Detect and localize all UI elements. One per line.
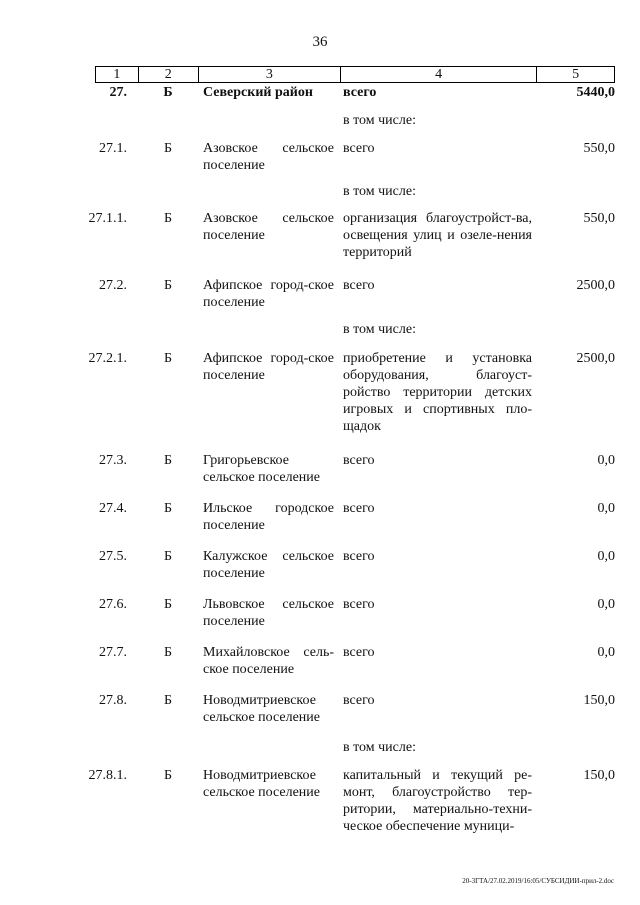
row-category: Б [163,597,173,612]
row-description: всего [343,85,377,100]
row-description: всего [343,453,375,468]
file-footer: 20-3ГТА/27.02.2019/16:05/СУБСИДИИ-прил-2.doc [462,877,614,885]
row-name: Азовское сельское поселение [203,211,334,243]
row-number: 27.1. [99,141,127,156]
row-category: Б [163,278,173,293]
row-name: Львовское сельское поселение [203,597,334,629]
row-name: Калужское сельское поселение [203,549,334,581]
row-amount: 0,0 [597,453,615,468]
row-amount: 550,0 [583,141,615,156]
row-description: всего [343,645,375,660]
row-number: 27.2. [99,278,127,293]
row-name: Азовское сельское поселение [203,141,334,173]
row-name: Григорьевское сельское поселение [203,453,320,485]
row-amount: 0,0 [597,645,615,660]
row-number: 27.2.1. [88,351,127,366]
header-col-2: 2 [139,67,199,82]
row-description: организация благоустройст-ва, освещения улиц и озеле-нения территорий [343,211,532,260]
row-category: Б [163,141,173,156]
row-category: Б [163,351,173,366]
row-category: Б [163,549,173,564]
table-header [95,66,615,83]
row-description: в том числе: [343,184,416,199]
row-amount: 0,0 [597,549,615,564]
row-description: всего [343,501,375,516]
row-amount: 2500,0 [576,351,615,366]
row-description: в том числе: [343,322,416,337]
row-number: 27.6. [99,597,127,612]
row-description: всего [343,597,375,612]
row-category: Б [163,85,173,100]
row-category: Б [163,693,173,708]
row-category: Б [163,453,173,468]
row-amount: 0,0 [597,597,615,612]
row-name: Новодмитриевское сельское поселение [203,693,320,725]
row-name: Афипское город-ское поселение [203,351,334,383]
header-col-1: 1 [96,67,139,82]
row-name: Северский район [203,85,313,100]
row-category: Б [163,768,173,783]
row-number: 27. [109,85,127,100]
row-category: Б [163,211,173,226]
row-number: 27.5. [99,549,127,564]
header-col-5: 5 [572,67,580,82]
row-name: Ильское городское поселение [203,501,334,533]
row-name: Михайловское сель-ское поселение [203,645,334,677]
row-number: 27.7. [99,645,127,660]
row-category: Б [163,645,173,660]
row-amount: 150,0 [583,693,615,708]
row-number: 27.4. [99,501,127,516]
row-description: в том числе: [343,113,416,128]
row-description: всего [343,693,375,708]
header-col-4: 4 [341,67,537,82]
row-number: 27.8.1. [88,768,127,783]
row-category: Б [163,501,173,516]
row-amount: 0,0 [597,501,615,516]
row-amount: 2500,0 [576,278,615,293]
page-number: 36 [312,34,328,50]
row-amount: 550,0 [583,211,615,226]
row-description: в том числе: [343,740,416,755]
row-number: 27.1.1. [88,211,127,226]
row-number: 27.3. [99,453,127,468]
row-description: всего [343,278,375,293]
row-description: приобретение и установка оборудования, благоуст-ройство территории детских игровых и спортивных пло-щадок [343,351,532,434]
row-description: капитальный и текущий ре-монт, благоустройство тер-ритории, материально-техни-ческое обеспечение муници- [343,768,532,834]
row-amount: 150,0 [583,768,615,783]
row-name: Афипское город-ское поселение [203,278,334,310]
row-description: всего [343,549,375,564]
row-name: Новодмитриевское сельское поселение [203,768,320,800]
header-col-3: 3 [199,67,341,82]
row-description: всего [343,141,375,156]
row-number: 27.8. [99,693,127,708]
row-amount: 5440,0 [576,85,615,100]
